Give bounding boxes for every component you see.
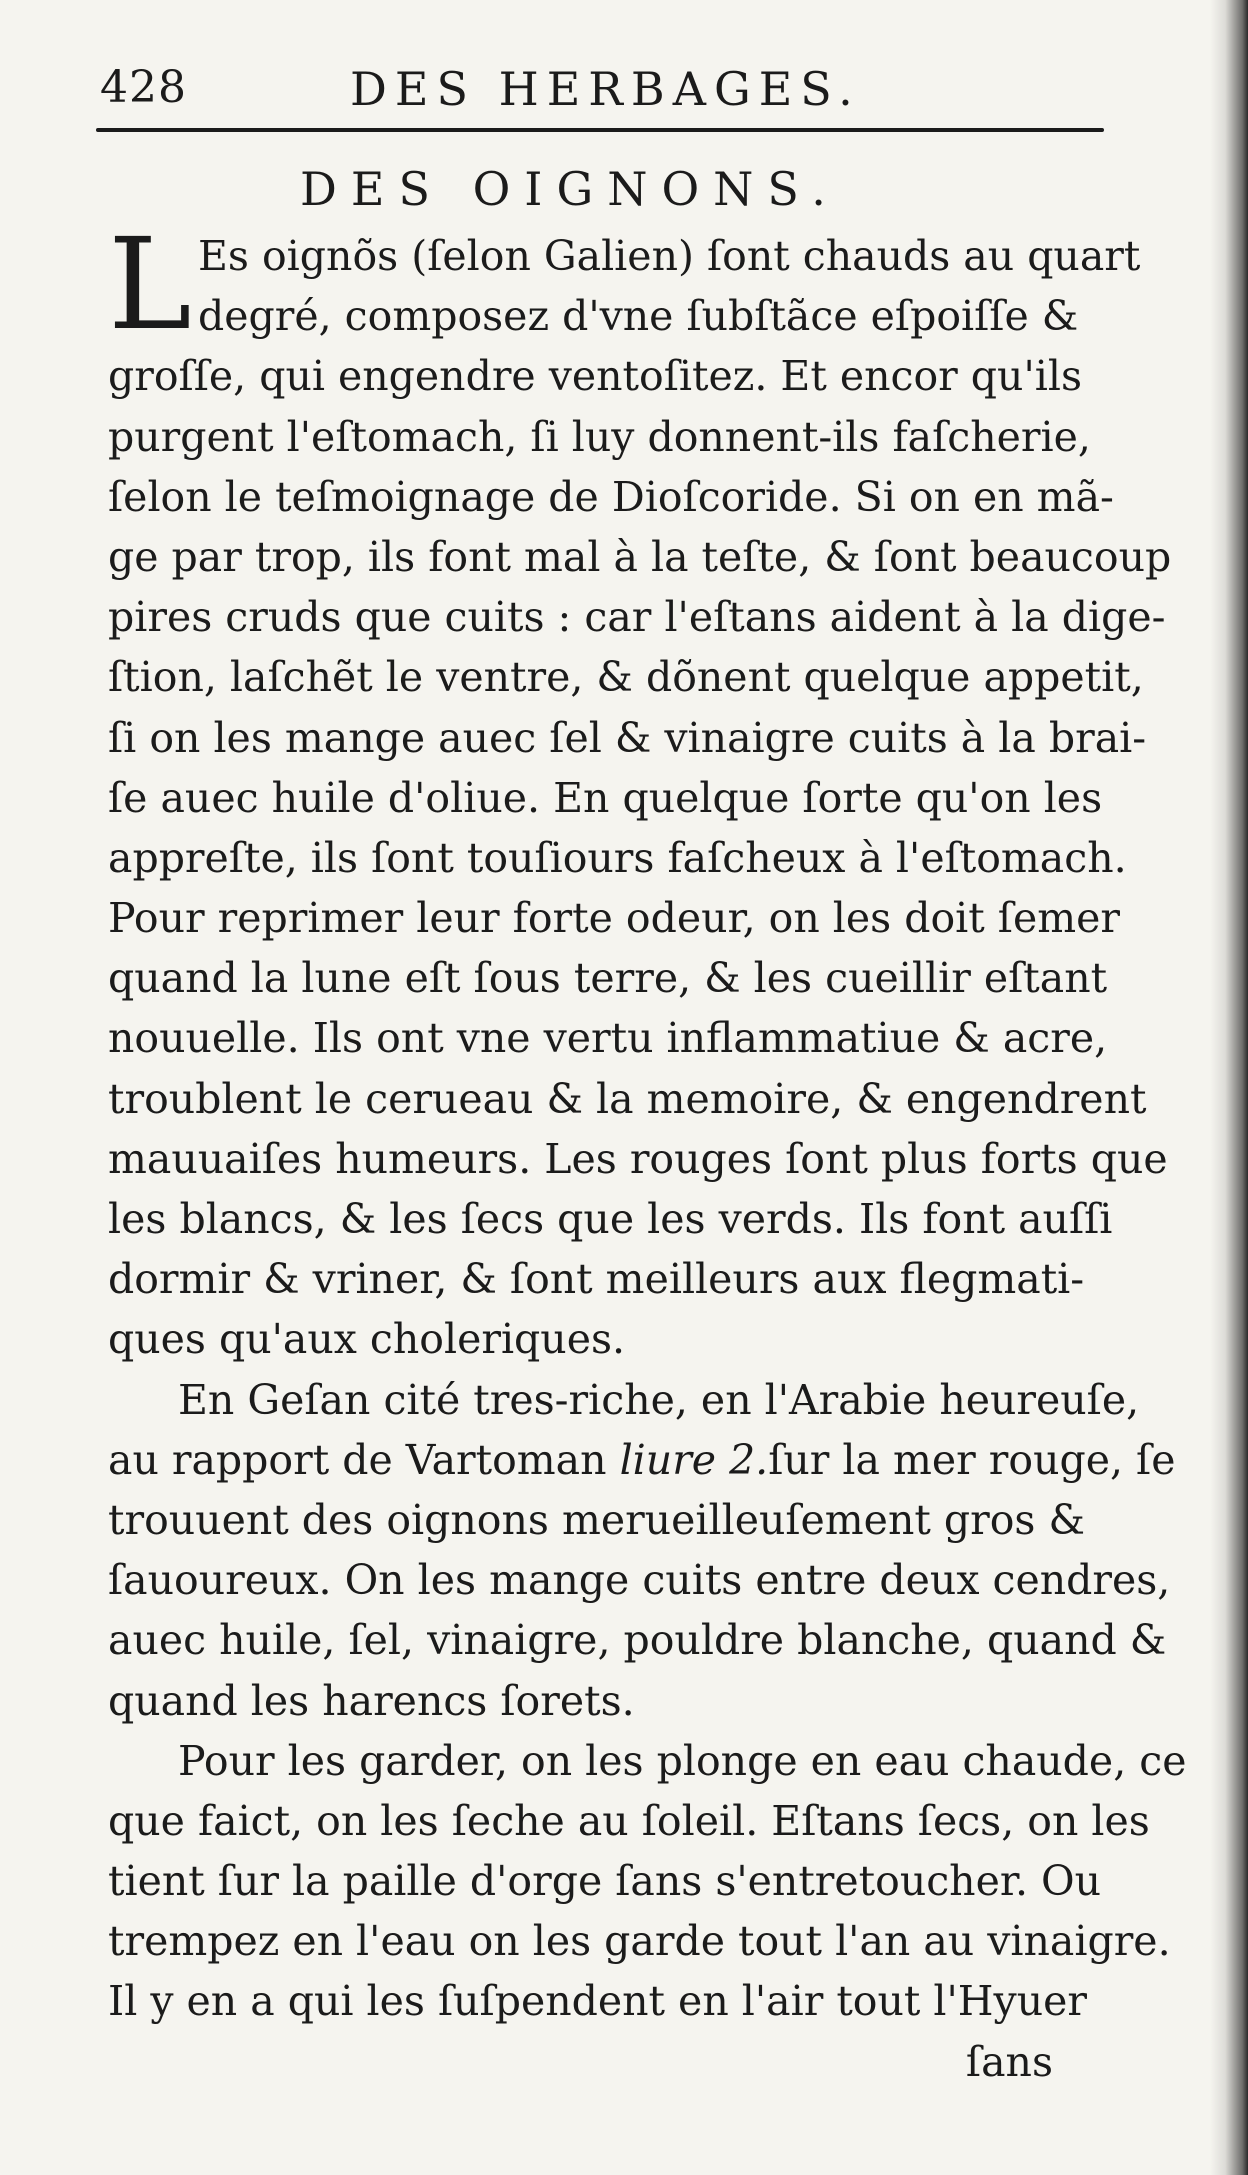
running-head: DES HERBAGES. <box>350 62 861 116</box>
page-number: 428 <box>100 62 187 113</box>
text-line <box>108 1430 1176 1490</box>
page-header <box>100 62 1110 122</box>
text-line: Pour reprimer leur forte odeur, on les doit ſemer <box>108 894 1120 943</box>
text-line: quand les harencs ſorets. <box>108 1676 635 1725</box>
body-text <box>108 211 1187 2092</box>
text-line: dormir & vriner, & ſont meilleurs aux flegmati- <box>108 1255 1085 1304</box>
text-line: ſelon le teſmoignage de Dioſcoride. Si on en mã- <box>108 472 1114 521</box>
text-line: Pour les garder, on les plonge en eau chaude, ce <box>178 1736 1187 1785</box>
binding-shadow <box>1210 0 1248 2175</box>
text-line: quand la lune eſt ſous terre, & les cueillir eſtant <box>108 954 1108 1003</box>
text-line: auec huile, ſel, vinaigre, pouldre blanche, quand & <box>108 1616 1167 1665</box>
text-line: les blancs, & les ſecs que les verds. Ils font auſſi <box>108 1195 1113 1243</box>
text-line: ques qu'aux choleriques. <box>108 1315 626 1364</box>
text-line: nouuelle. Ils ont vne vertu inflammatiue & acre, <box>108 1014 1108 1063</box>
text-line: degré, composez d'vne ſubſtãce eſpoiſſe & <box>198 292 1079 341</box>
paragraph-2 <box>108 1370 1176 1731</box>
catchword: ſans <box>965 2037 1053 2086</box>
text-line: tient ſur la paille d'orge ſans s'entretoucher. Ou <box>108 1857 1102 1906</box>
text-line: ſauoureux. On les mange cuits entre deux cendres, <box>108 1556 1171 1605</box>
text-line: que faict, on les ſeche au ſoleil. Eſtans ſecs, on les <box>108 1796 1150 1845</box>
text-segment: ſur la mer rouge, ſe <box>768 1435 1176 1484</box>
text-line: ſi on les mange auec ſel & vinaigre cuits à la brai- <box>108 713 1147 762</box>
text-line: groſſe, qui engendre ventoſitez. Et encor qu'ils <box>108 352 1082 401</box>
text-line: ge par trop, ils font mal à la teſte, & ſont beaucoup <box>108 532 1172 581</box>
text-line: pires cruds que cuits : car l'eſtans aident à la dige- <box>108 593 1166 642</box>
text-line: ſtion, laſchẽt le ventre, & dõnent quelque appetit, <box>108 653 1144 702</box>
text-segment: au rapport de Vartoman <box>108 1435 620 1484</box>
text-line: trouuent des oignons merueilleuſement gros & <box>108 1495 1085 1544</box>
drop-cap: L <box>108 211 192 358</box>
paragraph-1 <box>108 211 1172 1370</box>
text-line: appreſte, ils ſont touſiours faſcheux à l'eſtomach. <box>108 833 1127 882</box>
text-line: mauuaiſes humeurs. Les rouges ſont plus forts que <box>108 1134 1168 1183</box>
header-rule <box>96 128 1104 132</box>
text-line: trempez en l'eau on les garde tout l'an au vinaigre. <box>108 1917 1171 1966</box>
paragraph-3 <box>108 1731 1187 2032</box>
text-line: purgent l'eſtomach, ſi luy donnent-ils faſcherie, <box>108 412 1091 461</box>
text-line: Il y en a qui les ſuſpendent en l'air tout l'Hyuer <box>108 1977 1087 2026</box>
italic-reference: liure 2. <box>619 1435 769 1484</box>
text-line: Es oignõs (ſelon Galien) ſont chauds au quart <box>198 232 1141 280</box>
text-line: En Geſan cité tres-riche, en l'Arabie heureuſe, <box>178 1375 1140 1424</box>
text-line: troublent le cerueau & la memoire, & engendrent <box>108 1074 1147 1123</box>
text-line: ſe auec huile d'oliue. En quelque ſorte qu'on les <box>108 773 1103 822</box>
section-title: DES OIGNONS. <box>300 162 840 216</box>
